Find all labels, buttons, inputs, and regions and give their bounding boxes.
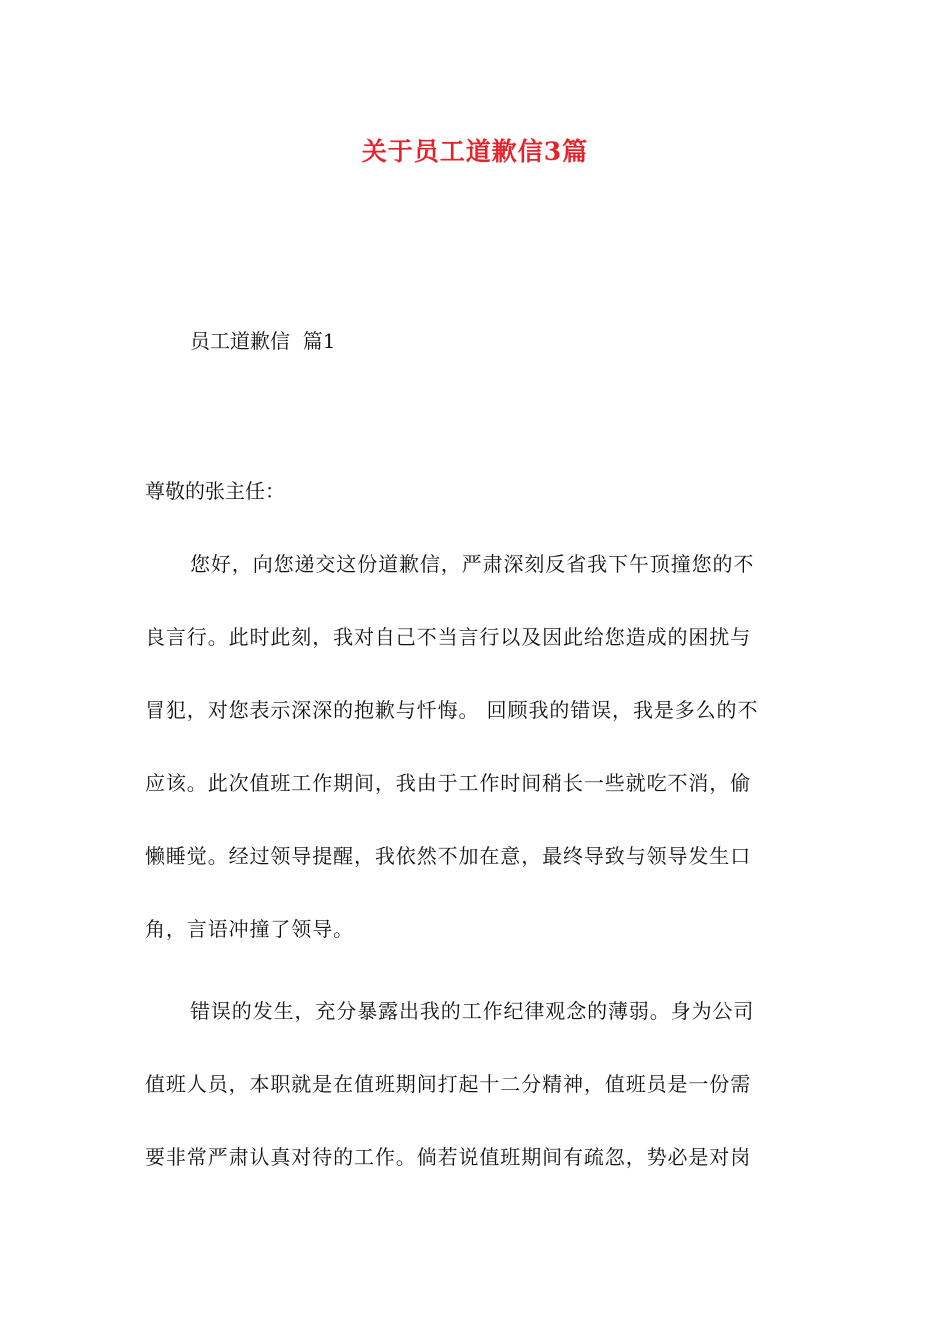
paragraph-line: 值班人员，本职就是在值班期间打起十二分精神，值班员是一份需	[145, 1072, 752, 1096]
section-heading: 员工道歉信 篇1	[190, 329, 336, 353]
salutation: 尊敬的张主任：	[145, 479, 285, 503]
paragraph-line: 错误的发生，充分暴露出我的工作纪律观念的薄弱。身为公司	[190, 999, 755, 1023]
paragraph-line: 懒睡觉。经过领导提醒，我依然不加在意，最终导致与领导发生口	[145, 844, 752, 868]
document-title: 关于员工道歉信3篇	[361, 137, 589, 166]
paragraph-line: 冒犯，对您表示深深的抱歉与忏悔。 回顾我的错误，我是多么的不	[145, 698, 759, 722]
paragraph-line: 角，言语冲撞了领导。	[145, 917, 354, 941]
paragraph-line: 您好，向您递交这份道歉信，严肃深刻反省我下午顶撞您的不	[190, 552, 755, 576]
paragraph-line: 良言行。此时此刻，我对自己不当言行以及因此给您造成的困扰与	[145, 625, 752, 649]
paragraph-2	[145, 996, 805, 1215]
paragraph-line: 要非常严肃认真对待的工作。倘若说值班期间有疏忽，势必是对岗	[145, 1145, 752, 1169]
paragraph-1	[145, 549, 805, 987]
paragraph-line: 应该。此次值班工作期间，我由于工作时间稍长一些就吃不消，偷	[145, 771, 752, 795]
